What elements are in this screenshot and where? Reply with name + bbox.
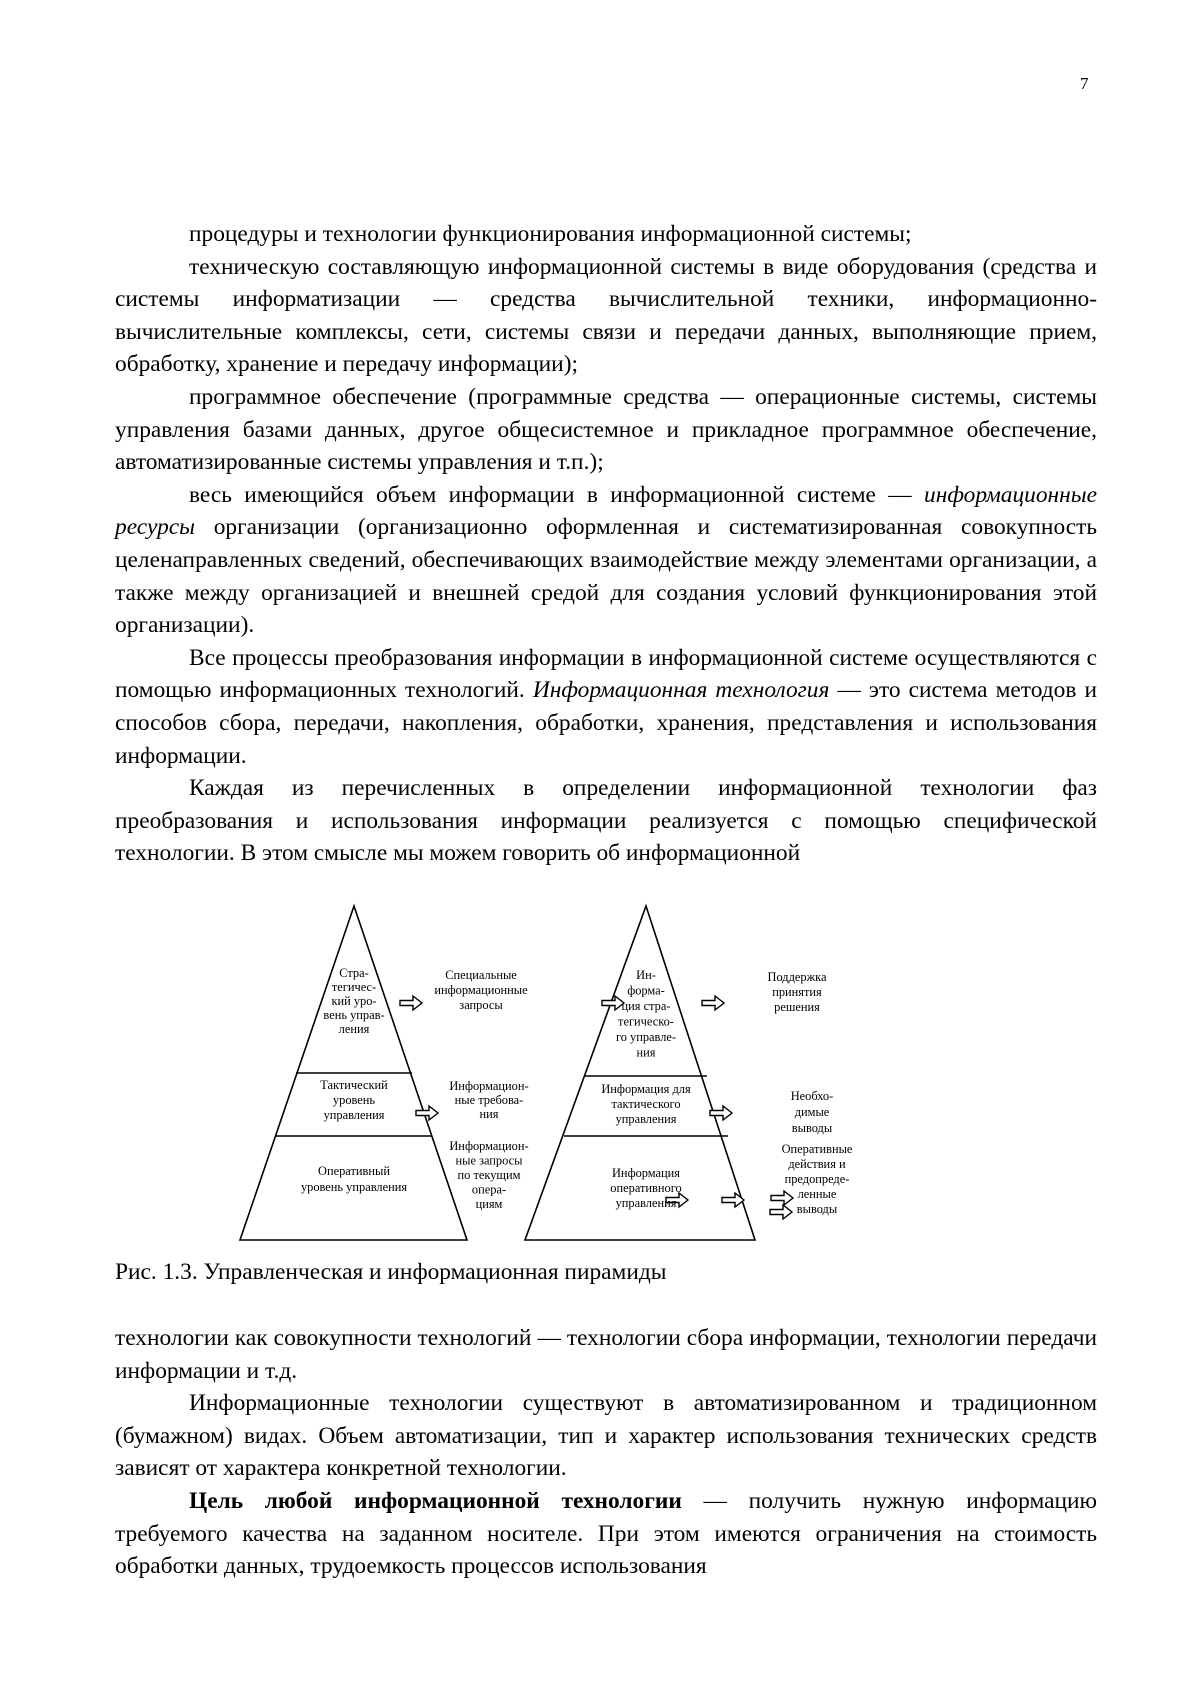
text-run: Каждая из перечисленных в определении информационной технологии фаз преобразования и использования информации реализуется с помощью специфической технологии. В этом смысле мы можем говорить об информационной <box>115 775 1097 867</box>
pyramids-diagram <box>234 900 924 1245</box>
figure-label-line: Информация <box>611 1166 681 1180</box>
figure-label-line: выводы <box>791 1121 833 1135</box>
figure-label-line: Поддержка <box>767 970 827 984</box>
text-run: Все процессы преобразования информации в информационной системе осуществляются с помощью информационных технологий. <box>115 644 1097 704</box>
figure-label-line: управления <box>615 1196 677 1210</box>
figure-label-line: выводы <box>796 1202 838 1216</box>
text-run: — это система методов и способов сбора, передачи, накопления, обработки, хранения, представления и использования информации. <box>115 677 1097 769</box>
page-number: 7 <box>1080 74 1089 93</box>
figure-label-line: вень управ- <box>323 1008 385 1022</box>
figure-label-line: циям <box>475 1197 503 1211</box>
arrow-right-icon <box>771 1191 793 1205</box>
info-requirements-label <box>449 1079 528 1121</box>
figure-label-line: Тактический <box>320 1078 388 1092</box>
body-text-bottom <box>115 1322 1097 1583</box>
text-run: программное обеспечение (программные средства — операционные системы, системы управления базами данных, другое общесистемное и прикладное программное обеспечение, автоматизированные системы управления и т.п.); <box>115 383 1097 476</box>
right-pyramid-operational-info-label <box>610 1166 681 1210</box>
figure-label-line: ления <box>338 1022 370 1036</box>
arrow-right-icon <box>416 1106 438 1120</box>
left-pyramid-operational-label <box>301 1164 407 1194</box>
figure-label-line: Оперативные <box>781 1142 853 1156</box>
figure-labels <box>301 966 853 1216</box>
figure-label-line: тактического <box>611 1097 681 1111</box>
figure-label-line: го управле- <box>615 1030 677 1044</box>
arrow-right-icon <box>400 996 422 1010</box>
left-pyramid-strategic-label <box>323 966 384 1036</box>
text-run: — получить нужную информацию требуемого качества на заданном носителе. При этом имеются ограничения на стоимость обработки данных, трудоемкость процессов использования <box>115 1487 1097 1580</box>
figure-label-line: ные требова- <box>454 1093 524 1107</box>
figure-label-line: ные запросы <box>455 1153 523 1168</box>
right-pyramid-strategic-info-label <box>616 968 676 1060</box>
body-text-top <box>115 218 1097 870</box>
figure-label-line: управления <box>615 1112 677 1126</box>
figure-label-line: уровень <box>332 1093 376 1107</box>
figure-label-line: ленные <box>797 1187 837 1201</box>
paragraph <box>115 381 1097 479</box>
pyramids-figure <box>234 900 924 1245</box>
figure-label-line: кий уро- <box>331 994 377 1008</box>
figure-label-line: действия и <box>788 1157 846 1171</box>
text-run: организации (организационно оформленная и систематизированная совокупность целенаправленных сведений, обеспечивающих взаимодействие между элементами организации, а также между организацией и внешней средой для создания условий функционирования этой организации). <box>115 514 1097 639</box>
figure-label-line: форма- <box>627 983 665 998</box>
figure-label-line: уровень управления <box>300 1180 408 1194</box>
text-run: процедуры и технологии функционирования информационной системы; <box>189 221 912 247</box>
special-requests-label <box>434 968 528 1012</box>
paragraph <box>115 479 1097 642</box>
figure-label-line: ция стра- <box>621 999 671 1013</box>
figure-label-line: управления <box>323 1108 385 1122</box>
figure-label-line: оперативного <box>610 1181 682 1195</box>
figure-label-line: Информация для <box>601 1082 691 1096</box>
figure-label-line: Оперативный <box>318 1164 390 1178</box>
figure-caption: Рис. 1.3. Управленческая и информационная пирамиды <box>115 1259 667 1285</box>
figure-label-line: Специальные <box>445 968 517 982</box>
figure-label-line: Информацион- <box>449 1139 529 1153</box>
bold-term: Цель любой информационной технологии <box>189 1487 682 1514</box>
figure-label-line: димые <box>794 1105 830 1119</box>
figure-label-line: по текущим <box>457 1168 521 1182</box>
figure-label-line: опера- <box>471 1182 507 1197</box>
text-run: Информационные технологии существуют в автоматизированном и традиционном (бумажном) видах. Объем автоматизации, тип и характер использования технических средств зависят от характера конкретной технологии. <box>115 1390 1097 1482</box>
figure-label-line: ния <box>479 1107 499 1121</box>
text-run: весь имеющийся объем информации в информационной системе — <box>189 481 925 508</box>
figure-label-line: принятия <box>772 985 822 999</box>
operational-actions-label <box>782 1142 853 1216</box>
text-run: техническую составляющую информационной системы в виде оборудования (средства и системы информатизации — средства вычислительной техники, информационно-вычислительные комплексы, сети, системы связи и передачи данных, выполняющие прием, обработку, хранение и передачу информации); <box>115 253 1097 378</box>
right-pyramid-tactical-info-label <box>601 1082 691 1126</box>
figure-arrows <box>400 996 793 1219</box>
decision-support-label <box>768 970 827 1014</box>
figure-label-line: запросы <box>459 998 503 1012</box>
paragraph <box>115 218 1097 251</box>
figure-label-line: Необхо- <box>790 1089 834 1103</box>
figure-label-line: решения <box>774 1000 820 1014</box>
paragraph <box>115 1485 1097 1583</box>
arrow-right-icon <box>710 1106 732 1120</box>
arrow-right-icon <box>770 1205 792 1219</box>
paragraph <box>115 642 1097 772</box>
left-pyramid-tactical-label <box>320 1078 388 1122</box>
figure-label-line: Ин- <box>636 968 656 982</box>
figure-label-line: информационные <box>434 983 528 997</box>
paragraph <box>115 1387 1097 1485</box>
required-conclusions-label <box>791 1089 834 1135</box>
text-run: технологии как совокупности технологий — технологии сбора информации, технологии передачи информации и т.д. <box>115 1325 1097 1384</box>
figure-label-line: Стра- <box>339 966 369 980</box>
current-requests-label <box>449 1139 528 1211</box>
paragraph <box>115 1322 1097 1387</box>
paragraph <box>115 251 1097 381</box>
arrow-right-icon <box>702 996 724 1010</box>
figure-label-line: тегическо- <box>618 1014 674 1029</box>
figure-label-line: Информацион- <box>449 1079 529 1093</box>
figure-label-line: тегичес- <box>331 980 377 994</box>
italic-term: информационные ресурсы <box>115 481 1097 541</box>
figure-label-line: предопреде- <box>784 1172 850 1186</box>
italic-term: Информационная технология <box>532 677 830 704</box>
paragraph <box>115 772 1097 870</box>
figure-label-line: ния <box>636 1045 656 1060</box>
